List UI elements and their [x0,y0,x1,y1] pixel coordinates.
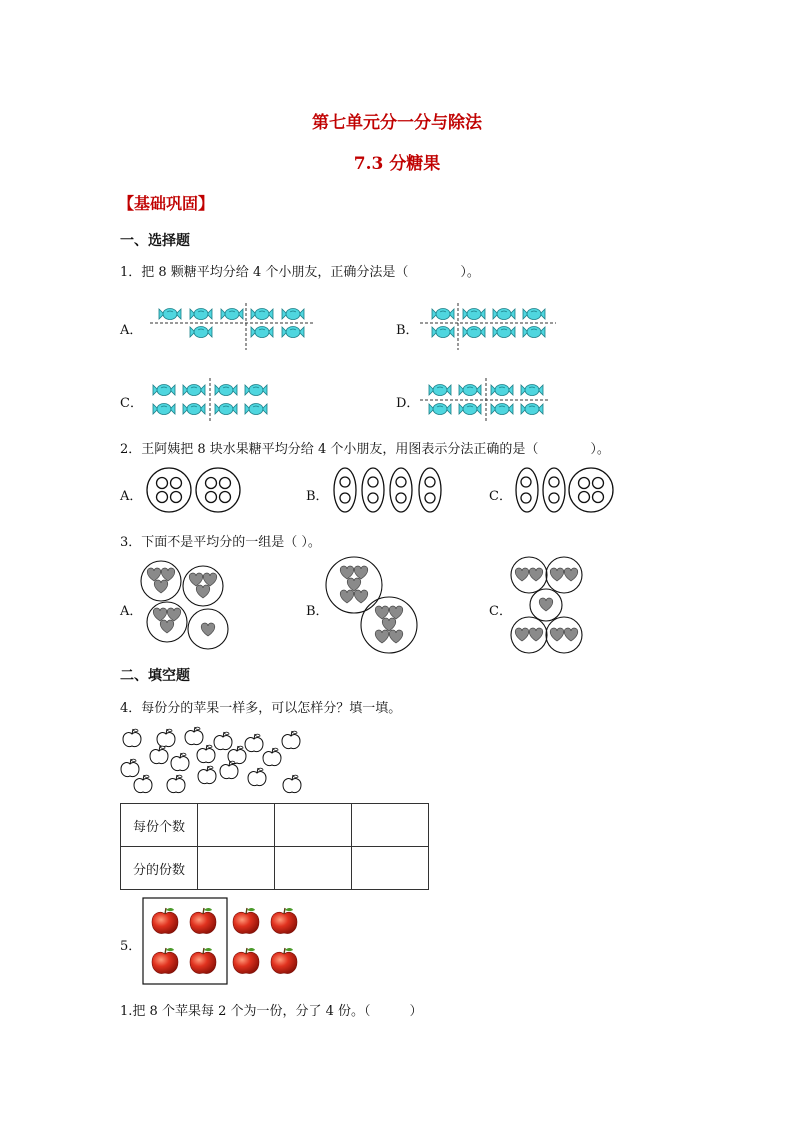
part1-heading: 一、选择题 [120,233,190,249]
section-heading: 【基础巩固】 [118,194,215,213]
q2-option-c[interactable]: C． [489,489,512,504]
q1-option-c[interactable]: C． [120,396,143,411]
question-2: 2．王阿姨把 8 块水果糖平均分给 4 个小朋友，用图表示分法正确的是（ ）。 [120,442,610,457]
q2-option-b[interactable]: B． [306,489,329,504]
q1-option-b[interactable]: B． [396,323,419,338]
question-1: 1．把 8 颗糖平均分给 4 个小朋友，正确分法是（ ）。 [120,265,480,280]
q3-option-a[interactable]: A． [120,604,143,619]
question-3: 3．下面不是平均分的一组是（ ）。 [120,535,321,550]
part2-heading: 二、填空题 [120,668,190,684]
table-row-header: 分的份数 [121,847,198,890]
question-5-statement: 1.把 8 个苹果每 2 个为一份，分了 4 份。（ ） [120,1004,423,1019]
q1-option-d[interactable]: D． [396,396,420,411]
page-title: 第七单元分一分与除法 [312,113,482,133]
table-row-header: 每份个数 [121,804,198,847]
question-5: 5． [120,939,142,954]
question-4: 4．每份分的苹果一样多，可以怎样分？填一填。 [120,701,402,716]
q2-option-a[interactable]: A． [120,489,143,504]
q1-option-a[interactable]: A． [120,323,143,338]
page-subtitle: 7.3 分糖果 [353,154,441,174]
q3-option-c[interactable]: C． [489,604,512,619]
q3-option-b[interactable]: B． [306,604,329,619]
